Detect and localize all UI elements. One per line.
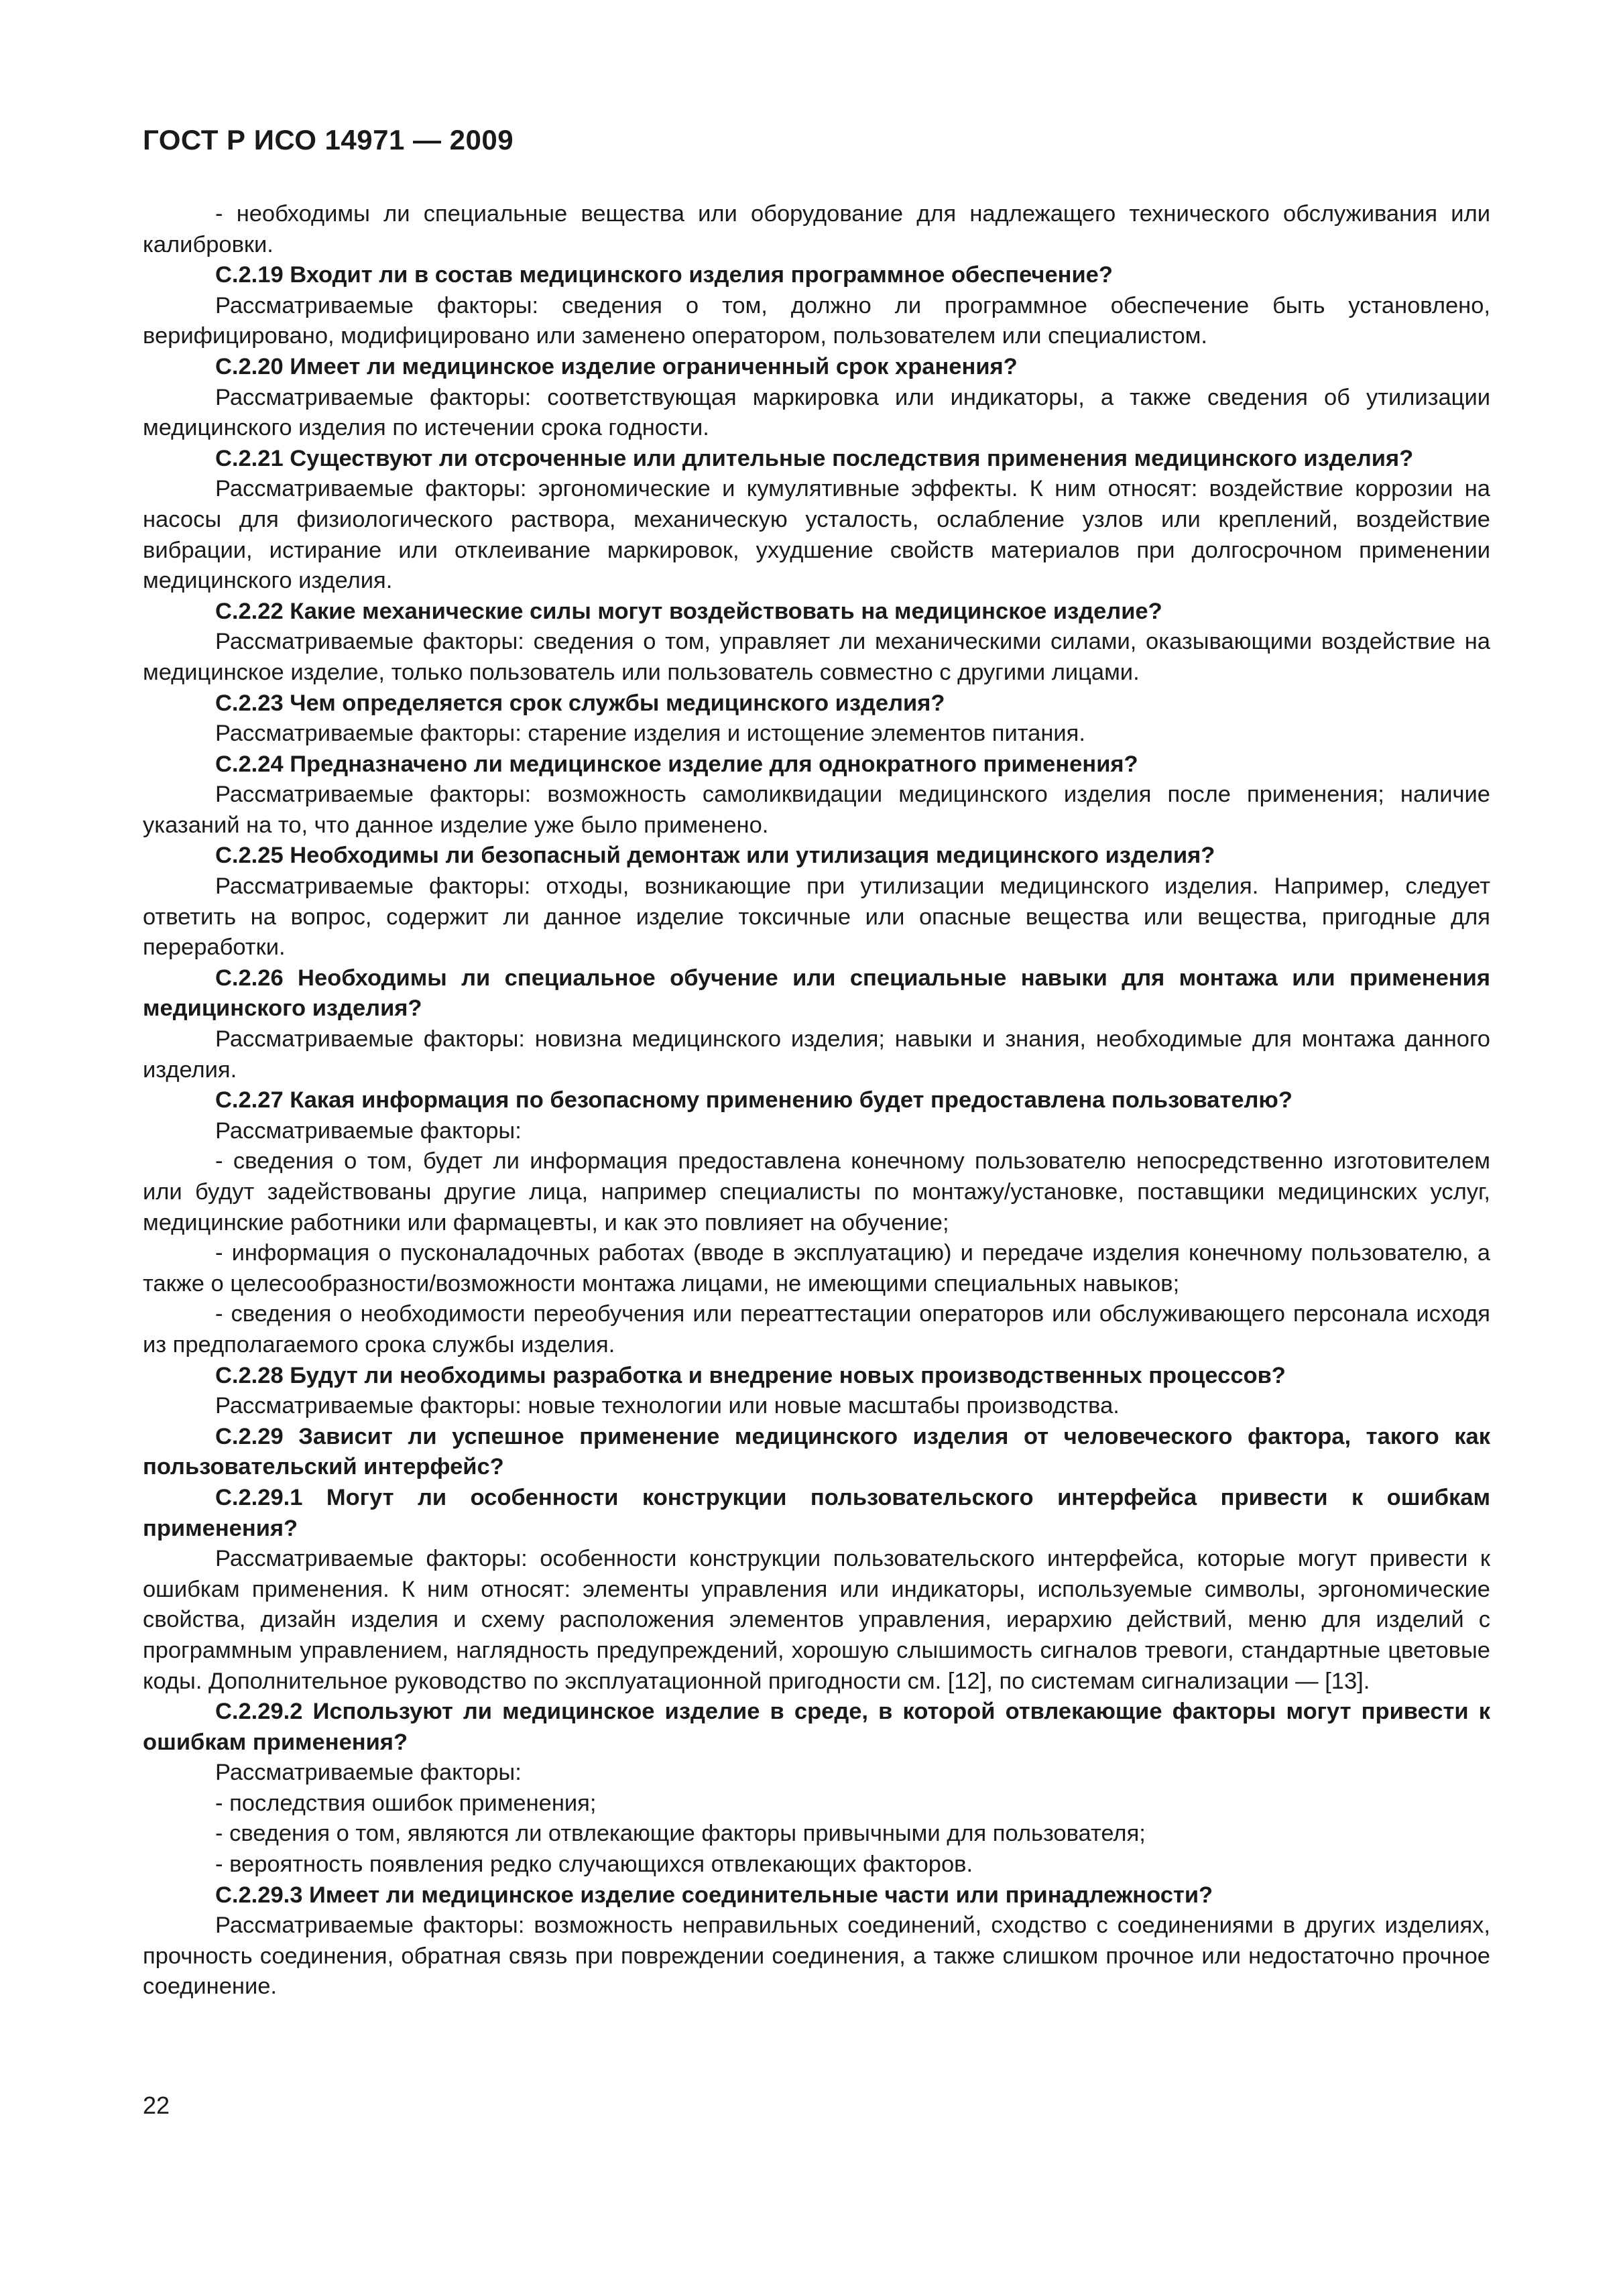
- paragraph: Рассматриваемые факторы: эргономические и кумулятивные эффекты. К ним относят: воздействие коррозии на насосы для физиологического раствора, механическую усталость, ослабление узлов или креплений, воздействие вибрации, истирание или отклеивание маркировок, ухудшение свойств материалов при долгосрочном применении медицинского изделия.: [143, 476, 1490, 594]
- page-number: 22: [143, 2092, 170, 2119]
- paragraph: Рассматриваемые факторы: отходы, возникающие при утилизации медицинского изделия. Например, следует ответить на вопрос, содержит ли данное изделие токсичные или опасные вещества или вещества, пригодные для переработки.: [143, 873, 1490, 961]
- section-heading: С.2.26 Необходимы ли специальное обучение или специальные навыки для монтажа или применения медицинского изделия?: [143, 965, 1490, 1022]
- document-body: [143, 199, 1490, 2002]
- section-heading: С.2.23 Чем определяется срок службы медицинского изделия?: [215, 690, 945, 716]
- section-heading: С.2.29.3 Имеет ли медицинское изделие соединительные части или принадлежности?: [215, 1882, 1213, 1908]
- paragraph: - информация о пусконаладочных работах (вводе в эксплуатацию) и передаче изделия конечному пользователю, а также о целесообразности/возможности монтажа лицами, не имеющими специальных навыков;: [143, 1240, 1490, 1296]
- paragraph: Рассматриваемые факторы: соответствующая маркировка или индикаторы, а также сведения об утилизации медицинского изделия по истечении срока годности.: [143, 384, 1490, 441]
- paragraph: - последствия ошибок применения;: [215, 1790, 597, 1816]
- section-heading: С.2.28 Будут ли необходимы разработка и внедрение новых производственных процессов?: [215, 1362, 1286, 1388]
- section-heading: С.2.20 Имеет ли медицинское изделие ограниченный срок хранения?: [215, 353, 1018, 379]
- section-heading: С.2.19 Входит ли в состав медицинского изделия программное обеспечение?: [215, 262, 1113, 288]
- paragraph: Рассматриваемые факторы: новизна медицинского изделия; навыки и знания, необходимые для монтажа данного изделия.: [143, 1026, 1490, 1083]
- section-heading: С.2.25 Необходимы ли безопасный демонтаж или утилизация медицинского изделия?: [215, 843, 1215, 869]
- paragraph: Рассматриваемые факторы: возможность неправильных соединений, сходство с соединениями в других изделиях, прочность соединения, обратная связь при повреждении соединения, а также слишком прочное или недостаточно прочное соединение.: [143, 1913, 1490, 2000]
- paragraph: Рассматриваемые факторы: новые технологии или новые масштабы производства.: [215, 1393, 1120, 1419]
- paragraph: Рассматриваемые факторы:: [215, 1760, 522, 1786]
- paragraph: - сведения о том, будет ли информация предоставлена конечному пользователю непосредственно изготовителем или будут задействованы другие лица, например специалисты по монтажу/установке, поставщики медицинских услуг, медицинские работники или фармацевты, и как это повлияет на обучение;: [143, 1148, 1490, 1235]
- paragraph: - необходимы ли специальные вещества или оборудование для надлежащего технического обслуживания или калибровки.: [143, 201, 1490, 257]
- paragraph: Рассматриваемые факторы: сведения о том, управляет ли механическими силами, оказывающими воздействие на медицинское изделие, только пользователь или пользователь совместно с другими лицами.: [143, 629, 1490, 685]
- paragraph: Рассматриваемые факторы: возможность самоликвидации медицинского изделия после применения; наличие указаний на то, что данное изделие уже было применено.: [143, 782, 1490, 838]
- paragraph: - сведения о том, являются ли отвлекающие факторы привычными для пользователя;: [215, 1821, 1146, 1847]
- section-heading: С.2.29.1 Могут ли особенности конструкции пользовательского интерфейса привести к ошибкам применения?: [143, 1484, 1490, 1541]
- paragraph: Рассматриваемые факторы: сведения о том, должно ли программное обеспечение быть установлено, верифицировано, модифицировано или заменено оператором, пользователем или специалистом.: [143, 292, 1490, 349]
- section-heading: С.2.29 Зависит ли успешное применение медицинского изделия от человеческого фактора, такого как пользовательский интерфейс?: [143, 1423, 1490, 1480]
- paragraph: - вероятность появления редко случающихся отвлекающих факторов.: [215, 1852, 973, 1878]
- paragraph: - сведения о необходимости переобучения или переаттестации операторов или обслуживающего персонала исходя из предполагаемого срока службы изделия.: [143, 1301, 1490, 1357]
- section-heading: С.2.24 Предназначено ли медицинское изделие для однократного применения?: [215, 751, 1138, 777]
- section-heading: С.2.22 Какие механические силы могут воздействовать на медицинское изделие?: [215, 598, 1162, 624]
- document-header: ГОСТ Р ИСО 14971 — 2009: [143, 124, 514, 156]
- paragraph: Рассматриваемые факторы: особенности конструкции пользовательского интерфейса, которые могут привести к ошибкам применения. К ним относят: элементы управления или индикаторы, используемые символы, эргономические свойства, дизайн изделия и схему расположения элементов управления, иерархию действий, меню для изделий с программным управлением, наглядность предупреждений, хорошую слышимость сигналов тревоги, стандартные цветовые коды. Дополнительное руководство по эксплуатационной пригодности см. [12], по системам сигнализации — [13].: [143, 1546, 1490, 1694]
- paragraph: Рассматриваемые факторы: старение изделия и истощение элементов питания.: [215, 721, 1085, 747]
- section-heading: С.2.29.2 Используют ли медицинское изделие в среде, в которой отвлекающие факторы могут привести к ошибкам применения?: [143, 1699, 1490, 1755]
- section-heading: С.2.27 Какая информация по безопасному применению будет предоставлена пользователю?: [215, 1087, 1293, 1113]
- section-heading: С.2.21 Существуют ли отсроченные или длительные последствия применения медицинского изделия?: [215, 445, 1414, 471]
- paragraph: Рассматриваемые факторы:: [215, 1117, 522, 1144]
